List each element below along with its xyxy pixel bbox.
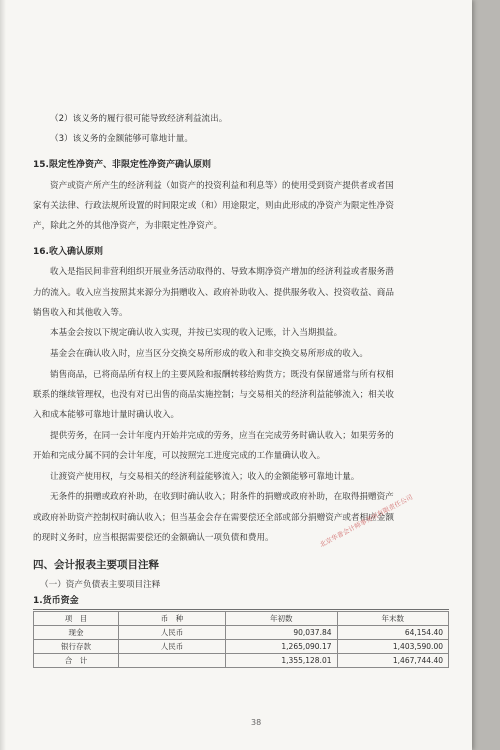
balance-sheet-notes-heading: （一）资产负债表主要项目注释 [40, 580, 161, 590]
section-16-text-10: 开始和完成分属不同的会计年度，可以按照完工进度完成的工作量确认收入。 [33, 451, 326, 461]
row-end-value: 64,154.40 [337, 626, 449, 640]
column-header-item: 项 目 [34, 612, 119, 626]
section-15-text-3: 产，除此之外的其他净资产，为非限定性净资产。 [33, 221, 223, 231]
section-16-text-11: 让渡资产使用权，与交易相关的经济利益能够流入；收入的金额能够可靠地计量。 [50, 472, 360, 482]
section-15-text-1: 资产或资产所产生的经济利益（如资产的投资利益和利息等）的使用受到资产提供者或者国 [50, 181, 394, 191]
section-16-text-13: 或政府补助资产控制权时确认收入；但当基金会存在需要偿还全部或部分捐赠资产或者相应金额 [33, 513, 394, 523]
row-currency [119, 654, 226, 668]
section-16-text-7: 联系的继续管理权，也没有对已出售的商品实施控制；与交易相关的经济利益能够流入；相关收 [33, 390, 394, 400]
column-header-currency: 币 种 [119, 612, 226, 626]
row-begin-value: 1,355,128.01 [226, 654, 338, 668]
table-row [34, 626, 449, 640]
row-begin-value: 1,265,090.17 [226, 640, 338, 654]
row-currency: 人民币 [119, 626, 226, 640]
obligation-item-2: （2）该义务的履行很可能导致经济利益流出。 [50, 114, 228, 124]
table-top-rule [33, 609, 449, 610]
section-15-text-2: 家有关法律、行政法规所设置的时间限定或（和）用途限定，则由此形成的净资产为限定性净资 [33, 201, 394, 211]
cash-funds-table [33, 611, 449, 668]
table-header-row [34, 612, 449, 626]
row-currency: 人民币 [119, 640, 226, 654]
section-16-text-1: 收入是指民间非营利组织开展业务活动取得的、导致本期净资产增加的经济利益或者服务潜 [50, 267, 394, 277]
column-header-end: 年末数 [337, 612, 449, 626]
column-header-begin: 年初数 [226, 612, 338, 626]
row-item: 银行存款 [34, 640, 119, 654]
section-16-text-8: 入和成本能够可靠地计量时确认收入。 [33, 410, 180, 420]
auditor-stamp: 北京华普会计师事务所有限责任公司 [318, 493, 415, 549]
section-16-heading: 16.收入确认原则 [33, 247, 103, 257]
page-number: 38 [251, 718, 262, 727]
section-16-text-2: 力的流入。收入应当按照其来源分为捐赠收入、政府补助收入、提供服务收入、投资收益、商品 [33, 288, 394, 298]
section-16-text-4: 本基金会按以下规定确认收入实现，并按已实现的收入记账，计入当期损益。 [50, 328, 343, 338]
obligation-item-3: （3）该义务的金额能够可靠地计量。 [50, 134, 193, 144]
row-item: 合 计 [34, 654, 119, 668]
row-item: 现金 [34, 626, 119, 640]
section-16-text-5: 基金会在确认收入时，应当区分交换交易所形成的收入和非交换交易所形成的收入。 [50, 349, 368, 359]
section-16-text-12: 无条件的捐赠或政府补助，在收到时确认收入；附条件的捐赠或政府补助，在取得捐赠资产 [50, 492, 394, 502]
section-16-text-9: 提供劳务，在同一会计年度内开始并完成的劳务，应当在完成劳务时确认收入；如果劳务的 [50, 431, 394, 441]
section-16-text-6: 销售商品，已将商品所有权上的主要风险和报酬转移给购货方；既没有保留通常与所有权相 [50, 370, 394, 380]
cash-funds-heading: 1.货币资金 [33, 596, 79, 606]
row-end-value: 1,403,590.00 [337, 640, 449, 654]
row-end-value: 1,467,744.40 [337, 654, 449, 668]
row-begin-value: 90,037.84 [226, 626, 338, 640]
page-edge-shadow [0, 0, 6, 750]
section-16-text-14: 的现时义务时，应当根据需要偿还的金额确认一项负债和费用。 [33, 533, 274, 543]
section-15-heading: 15.限定性净资产、非限定性净资产确认原则 [33, 160, 211, 170]
table-total-row [34, 654, 449, 668]
section-4-heading: 四、会计报表主要项目注释 [33, 559, 159, 571]
section-16-text-3: 销售收入和其他收入等。 [33, 308, 128, 318]
table-row [34, 640, 449, 654]
